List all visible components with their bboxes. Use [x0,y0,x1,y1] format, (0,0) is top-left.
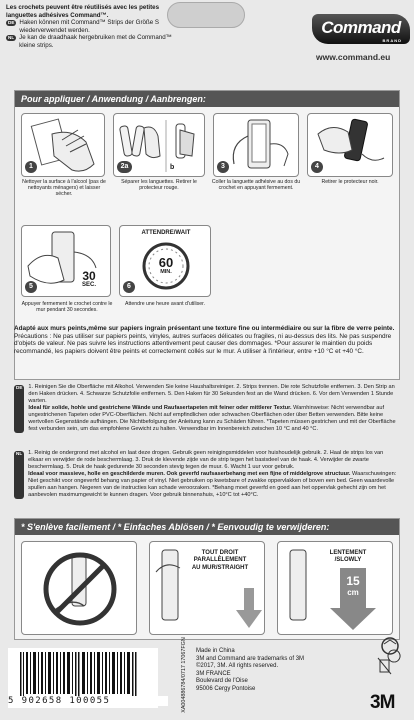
wait-minutes: 60 [158,255,174,270]
hang-hole [167,2,245,28]
lang-badge-de: DE [8,19,15,25]
reuse-note-de-row [6,19,176,34]
nl-warning [28,471,400,498]
step-2b-label: b [170,164,175,171]
slow-label: LENTEMENT /SLOWLY [329,550,367,564]
legal-info [196,648,304,694]
nl-warning-bold: Ideaal voor massieve, holle en geschilderde muren. Ook geverfd raufsaserbehang met een fijne of middelgrove structuur. [28,471,351,478]
step-6-caption: Attendre une heure avant d'utiliser. [124,301,205,307]
made-in: Made in China [196,648,235,654]
step-2-image [113,113,205,177]
reuse-note [6,4,176,50]
barcode-number: 5 902658 100055 [8,696,168,706]
recycling-icons [374,636,406,688]
logo-text: Command [321,18,401,37]
lang-badge-nl-instructions: NL [14,451,24,499]
step-4-number: 4 [311,161,323,173]
reuse-note-nl: Je kan de draadhaak hergebruiken met de Command™ kleine strips. [19,34,172,49]
no-pull-outward-icon [22,542,137,635]
de-warning [28,405,400,432]
step-2-caption: Séparer les languettes. Retirer le protecteur rouge. [121,179,197,192]
wait-label: ATTENDRE/WAIT [141,230,191,236]
nl-warning-text: Waarschuwingen: Niet geschikt voor ongeverfd behang van papier of vinyl. Niet gebruiken op kwetsbare of zwakke oppervlakken of boven een bed. Geen waardevolle spullen aan hangen. Negeren van de instructies kan schade veroorzaken. *Behang moet geverfd en goed aan het oppervlak gehecht zijn om het aanbevolen maximumgewicht te kunnen dragen. Voor gebruik binnenshuis, +10°C tot +40°C. [28,471,397,498]
fr-precautions-text: Précautions : Ne pas utiliser sur papiers peints, vinyles, autres surfaces délicates ou fragiles, ni au-dessus des lits. Ne pas suspendre d'objets de valeur. Ne pas suivre les instructions attentivement peut causer des dommages. *Pour assurer le maintien du poids recommandé, les papiers doivent être peints et correctement collés sur le mur. A utiliser à l'intérieur, entre +10 °C et +40 °C. [14,332,392,355]
production-code-text: XA004886784/0717 17067FGN [180,637,187,713]
de-warning-text: Warnhinweise: Nicht verwendbar auf ungestrichenen Tapeten oder PVC-Oberflächen. Nicht auf empfindlichen oder schwachen Oberflächen oder über Betten verwenden. Bitte keine wertvollen Gegenstände aufhängen. Die Nichtbefolgung der Anleitung kann zu Schäden führen. *Tapeten müssen gestrichen und mit der Oberfläche fest verbunden sein, um das empfohlene Gewicht zu halten. Verwendbar im Innenbereich zwischen 10 °C and 40 °C. [28,405,396,432]
step-2-number: 2a [117,161,132,173]
press-seconds: 30 [82,269,96,283]
step-6-image [119,225,211,297]
distance-unit: cm [347,588,359,597]
removal-step-slow-stretch [277,541,393,635]
step-5-number: 5 [25,281,37,293]
nl-steps: 1. Reinig de ondergrond met alcohol en laat deze drogen. Gebruik geen reinigingsmiddelen voor huishoudelijk gebruik. 2. Haal de strips los van elkaar en verwijder de rode beschermlaag. 3. Druk de klevende zijde van de strip tegen het basisdeel van de haak. 4. Verwijder de zwarte beschermlaag. 5. Druk de haak gedurende 30 seconden stevig tegen de muur. 6. Wacht 1 uur voor gebruik. [28,450,384,470]
reuse-note-fr: Les crochets peuvent être réutilisés avec les petites languettes adhésives Command™. [6,4,160,19]
step-3-caption: Coller la languette adhésive au dos du crochet en appuyant fermement. [211,179,301,192]
green-dot-icon [388,650,400,662]
wait-minutes-unit: MIN. [160,269,172,275]
de-instructions [14,384,400,433]
company-street: Boulevard de l'Oise [196,678,248,685]
wait-timer [120,256,211,275]
nl-instructions-body [28,450,400,499]
removal-title: * S'enlève facilement / * Einfaches Ablösen / * Eenvoudig te verwijderen: [15,519,399,535]
nl-instructions [14,450,400,499]
step-5-image [21,225,111,297]
apply-title: Pour appliquer / Anwendung / Aanbrengen: [15,91,399,107]
removal-step-dont-pull-out [21,541,137,635]
straight-label: TOUT DROIT PARALLÈLEMENT AU MUR/STRAIGHT [191,550,249,571]
copyright: ©2017, 3M. All rights reserved. [196,663,279,670]
reuse-note-de: Haken können mit Command™ Strips der Größe S wiederverwendet werden. [19,19,160,34]
step-1-number: 1 [25,161,37,173]
step-4-caption: Retirer le protecteur noir. [321,179,379,185]
de-steps: 1. Reinigen Sie die Oberfläche mit Alkohol. Verwenden Sie keine Haushaltsreiniger. 2. Strips trennen. Die rote Schutzfolie entfernen. 3. Den Strip an den Haken drücken. 4. Schwarze Schutzfolie entfernen. 5. Den Haken für 30 Sekunden fest an die Wand drücken. 6. Vor dem Verwenden 1 Stunde warten. [28,384,395,404]
press-timer [82,270,96,288]
command-logo [312,14,410,44]
removal-step-straight-down [149,541,265,635]
reuse-note-nl-row [6,34,176,49]
step-3-image [213,113,299,177]
website-url: www.command.eu [316,52,391,62]
step-6-number: 6 [123,281,135,293]
step-1-caption: Nettoyer la surface à l'alcool (pas de nettoyants ménagers) et laisser sécher. [22,179,106,198]
step-5-caption: Appuyer fermement le crochet contre le mur pendant 30 secondes. [21,301,113,314]
3m-logo: 3M [370,692,395,713]
distance [338,576,368,598]
de-warning-bold: Ideal für solide, hohle und gestrichene Wände und Raufasertapeten mit feiner oder mittlerer Textur. [28,405,292,412]
fr-precautions-bold: Adapté aux murs peints,même sur papiers ingrain présentant une texture fine ou intermédiaire ou sur la fibre de verre peinte. [14,325,395,332]
company-name: 3M FRANCE [196,670,231,677]
trademark-note: 3M and Command are trademarks of 3M [196,655,305,662]
de-instructions-body [28,384,400,433]
press-seconds-unit: SEC. [82,282,97,288]
logo-brand: BRAND [382,38,402,43]
distance-value: 15 [346,574,360,588]
step-4-image [307,113,393,177]
step-1-image [21,113,105,177]
step-3-number: 3 [217,161,229,173]
production-code [168,637,187,713]
lang-badge-de-instructions: DE [14,385,24,433]
removal-section [14,518,400,640]
fr-precautions [14,325,398,355]
lang-badge-nl: NL [8,34,15,40]
company-city: 95006 Cergy Pontoise [196,685,256,692]
